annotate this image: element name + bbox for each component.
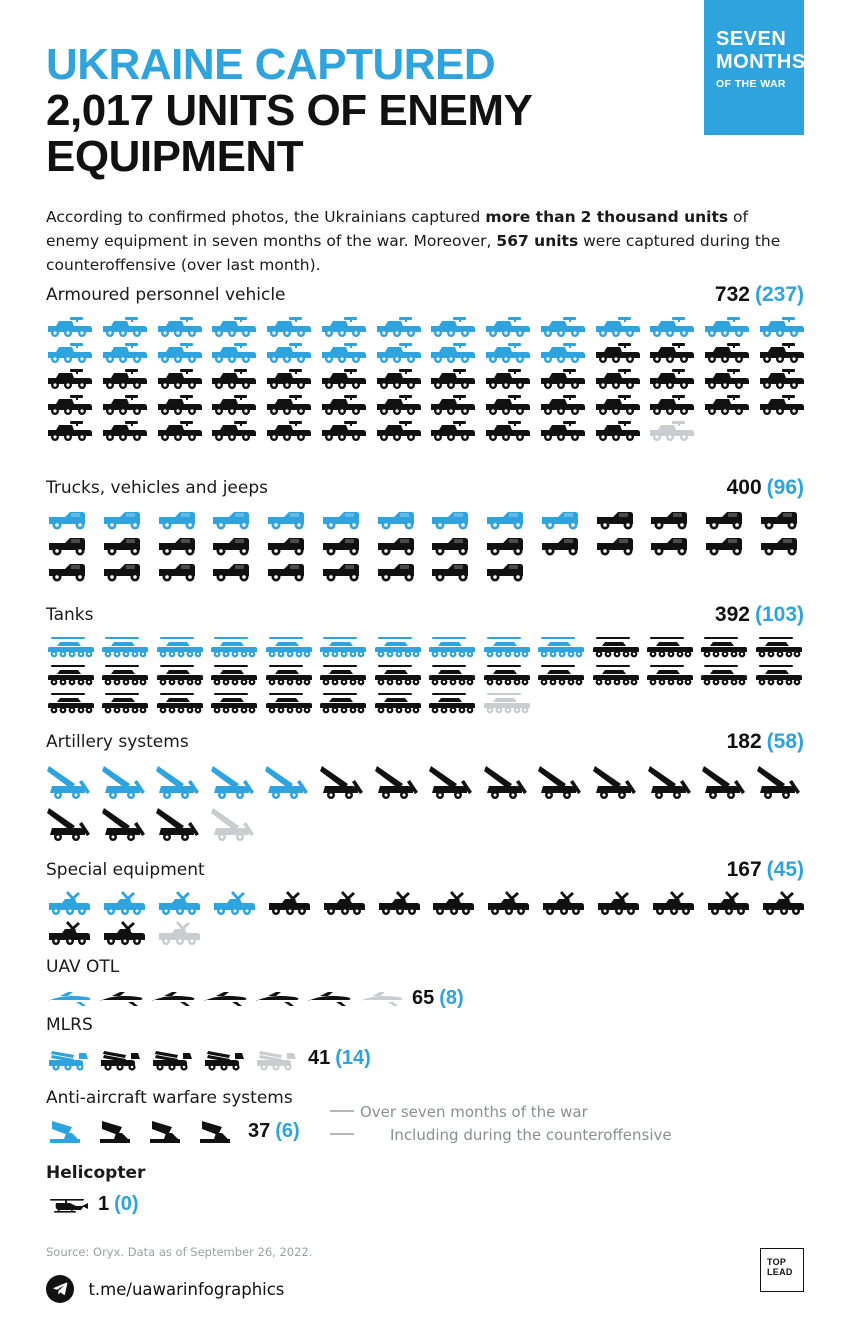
mlrs-icon — [98, 1045, 144, 1071]
truck-icon — [101, 534, 147, 556]
mlrs-icon — [202, 1045, 248, 1071]
section-total: 392 — [714, 603, 750, 626]
tank-icon — [264, 635, 314, 659]
special-icon — [266, 890, 310, 916]
tank-icon — [482, 635, 532, 659]
apc-icon — [46, 367, 92, 389]
apc-icon — [375, 419, 421, 441]
artillery-icon — [483, 762, 531, 800]
tank-icon — [699, 663, 749, 687]
icon-row — [46, 804, 804, 842]
section-label: Helicopter — [46, 1163, 146, 1183]
section-header — [46, 285, 804, 311]
apc-icon — [265, 367, 311, 389]
section-total: 182 — [726, 730, 762, 753]
seven-months-badge — [704, 0, 804, 135]
section-subtotal: (14) — [335, 1046, 371, 1069]
tank-icon — [427, 663, 477, 687]
section-header — [46, 860, 804, 886]
apc-icon — [758, 341, 804, 363]
uav-icon — [150, 991, 196, 1007]
special-icon — [321, 890, 365, 916]
artillery-icon — [647, 762, 695, 800]
truck-icon — [648, 534, 694, 556]
special-icon — [650, 890, 694, 916]
badge-line-2: MONTHS — [716, 51, 806, 73]
artillery-icon — [101, 762, 149, 800]
icon-row — [46, 315, 804, 337]
section-header — [46, 1163, 804, 1189]
truck-icon — [758, 534, 804, 556]
icon-grid — [46, 1045, 804, 1071]
intro-text-1: According to confirmed photos, the Ukrainians captured — [46, 208, 486, 226]
artillery-icon — [101, 804, 149, 842]
tank-icon — [427, 691, 477, 715]
special-icon — [540, 890, 584, 916]
legend-counteroffensive: Including during the counteroffensive — [390, 1126, 672, 1144]
section-values — [98, 1193, 139, 1216]
apc-icon — [539, 419, 585, 441]
special-icon — [485, 890, 529, 916]
section-values — [715, 283, 804, 307]
mlrs-icon — [46, 1045, 92, 1071]
icon-grid — [46, 1193, 804, 1216]
tank-icon — [46, 691, 96, 715]
tank-icon — [373, 635, 423, 659]
truck-icon — [703, 508, 749, 530]
tank-icon — [754, 635, 804, 659]
apc-icon — [594, 393, 640, 415]
intro-paragraph — [46, 205, 806, 277]
mlrs-icon — [150, 1045, 196, 1071]
apc-icon — [210, 315, 256, 337]
section-special — [46, 860, 804, 950]
special-icon — [376, 890, 420, 916]
truck-icon — [156, 560, 202, 582]
truck-icon — [429, 560, 475, 582]
apc-icon — [648, 341, 694, 363]
tank-icon — [536, 663, 586, 687]
tank-icon — [482, 663, 532, 687]
apc-icon — [375, 393, 421, 415]
telegram-handle: t.me/uawarinfographics — [88, 1279, 285, 1299]
section-header — [46, 1015, 804, 1041]
tank-icon — [536, 635, 586, 659]
section-total: 732 — [714, 283, 750, 306]
special-icon — [46, 890, 90, 916]
title-line-2: 2,017 UNITS OF ENEMY — [46, 86, 533, 136]
special-icon — [211, 890, 255, 916]
section-header — [46, 605, 804, 631]
intro-bold-3: 567 units — [496, 232, 579, 251]
section-label: Artillery systems — [46, 732, 189, 752]
apc-icon — [156, 419, 202, 441]
artillery-icon — [155, 804, 203, 842]
icon-row — [46, 393, 804, 415]
section-values — [308, 1047, 371, 1070]
truck-icon — [484, 508, 530, 530]
section-total: 41 — [308, 1046, 331, 1069]
toplead-line-1: TOP — [767, 1257, 787, 1267]
telegram-link[interactable] — [46, 1275, 284, 1305]
uav-icon — [306, 991, 352, 1007]
icon-grid — [46, 890, 804, 946]
apc-icon — [648, 367, 694, 389]
truck-icon — [594, 508, 640, 530]
apc-icon — [210, 367, 256, 389]
icon-row — [46, 663, 804, 687]
section-label: Trucks, vehicles and jeeps — [46, 478, 268, 498]
badge-line-1: SEVEN — [716, 28, 787, 50]
truck-icon — [429, 508, 475, 530]
section-subtotal: (45) — [766, 858, 804, 881]
mlrs-icon — [254, 1045, 300, 1071]
apc-icon — [539, 341, 585, 363]
artillery-icon — [46, 762, 94, 800]
apc-icon — [46, 393, 92, 415]
section-subtotal: (58) — [766, 730, 804, 753]
section-subtotal: (0) — [114, 1193, 139, 1215]
tank-icon — [46, 663, 96, 687]
section-label: UAV OTL — [46, 957, 120, 977]
apc-icon — [210, 393, 256, 415]
truck-icon — [101, 560, 147, 582]
tank-icon — [209, 691, 259, 715]
apc-icon — [484, 315, 530, 337]
icon-row — [46, 635, 804, 659]
uav-icon — [254, 991, 300, 1007]
tank-icon — [100, 691, 150, 715]
tank-icon — [264, 663, 314, 687]
apc-icon — [156, 315, 202, 337]
section-truck — [46, 478, 804, 586]
tank-icon — [155, 663, 205, 687]
apc-icon — [429, 393, 475, 415]
apc-icon — [594, 367, 640, 389]
tank-icon — [482, 691, 532, 715]
apc-icon — [210, 419, 256, 441]
truck-icon — [156, 534, 202, 556]
tank-icon — [591, 663, 641, 687]
truck-icon — [594, 534, 640, 556]
artillery-icon — [537, 762, 585, 800]
icon-row — [46, 560, 804, 582]
apc-icon — [375, 315, 421, 337]
section-total: 1 — [98, 1193, 110, 1215]
section-total: 65 — [412, 987, 435, 1009]
section-artillery — [46, 732, 804, 846]
section-total: 167 — [726, 858, 762, 881]
aa-icon — [146, 1118, 190, 1144]
apc-icon — [101, 341, 147, 363]
tank-icon — [264, 691, 314, 715]
apc-icon — [320, 341, 366, 363]
truck-icon — [265, 508, 311, 530]
apc-icon — [265, 393, 311, 415]
truck-icon — [210, 560, 256, 582]
section-header — [46, 732, 804, 758]
truck-icon — [46, 508, 92, 530]
aa-icon — [96, 1118, 140, 1144]
special-icon — [156, 920, 200, 946]
apc-icon — [648, 393, 694, 415]
icon-grid — [46, 508, 804, 582]
aa-icon — [196, 1118, 240, 1144]
apc-icon — [101, 367, 147, 389]
truck-icon — [375, 508, 421, 530]
special-icon — [101, 920, 145, 946]
legend-over-months: Over seven months of the war — [360, 1103, 588, 1121]
tank-icon — [645, 635, 695, 659]
icon-row — [46, 419, 804, 441]
truck-icon — [539, 534, 585, 556]
intro-bold-1: more than — [485, 208, 576, 226]
section-values — [727, 476, 804, 500]
truck-icon — [101, 508, 147, 530]
truck-icon — [320, 534, 366, 556]
apc-icon — [594, 315, 640, 337]
truck-icon — [375, 560, 421, 582]
intro-text-4: were captured during the counteroffensive (over last month). — [46, 232, 781, 275]
artillery-icon — [592, 762, 640, 800]
apc-icon — [484, 393, 530, 415]
apc-icon — [156, 367, 202, 389]
apc-icon — [594, 341, 640, 363]
icon-row — [46, 920, 804, 946]
artillery-icon — [319, 762, 367, 800]
icon-row — [46, 1045, 804, 1071]
truck-icon — [703, 534, 749, 556]
truck-icon — [320, 560, 366, 582]
apc-icon — [648, 315, 694, 337]
apc-icon — [703, 315, 749, 337]
tank-icon — [155, 635, 205, 659]
apc-icon — [594, 419, 640, 441]
truck-icon — [320, 508, 366, 530]
tank-icon — [318, 691, 368, 715]
artillery-icon — [155, 762, 203, 800]
source-note: Source: Oryx. Data as of September 26, 2022. — [46, 1245, 313, 1259]
page-title — [46, 42, 666, 181]
uav-icon — [98, 991, 144, 1007]
tank-icon — [318, 663, 368, 687]
apc-icon — [265, 341, 311, 363]
truck-icon — [648, 508, 694, 530]
section-values — [412, 987, 464, 1010]
title-line-1: UKRAINE CAPTURED — [46, 40, 496, 89]
section-label: Anti-aircraft warfare systems — [46, 1088, 293, 1108]
apc-icon — [375, 341, 421, 363]
apc-icon — [484, 341, 530, 363]
section-values — [248, 1120, 300, 1143]
artillery-icon — [374, 762, 422, 800]
apc-icon — [375, 367, 421, 389]
apc-icon — [320, 393, 366, 415]
apc-icon — [156, 341, 202, 363]
section-subtotal: (237) — [754, 283, 804, 306]
apc-icon — [156, 393, 202, 415]
icon-row — [46, 1193, 804, 1216]
section-subtotal: (96) — [766, 476, 804, 499]
apc-icon — [210, 341, 256, 363]
icon-row — [46, 367, 804, 389]
apc-icon — [758, 393, 804, 415]
truck-icon — [46, 560, 92, 582]
section-mlrs — [46, 1015, 804, 1075]
tank-icon — [373, 691, 423, 715]
truck-icon — [484, 534, 530, 556]
tank-icon — [100, 663, 150, 687]
uav-icon — [202, 991, 248, 1007]
truck-icon — [375, 534, 421, 556]
truck-icon — [758, 508, 804, 530]
icon-grid — [46, 987, 804, 1010]
artillery-icon — [428, 762, 476, 800]
tank-icon — [427, 635, 477, 659]
intro-bold-2: 2 thousand units — [580, 208, 729, 226]
icon-row — [46, 762, 804, 800]
section-values — [727, 858, 804, 882]
apc-icon — [101, 393, 147, 415]
apc-icon — [265, 419, 311, 441]
truck-icon — [484, 560, 530, 582]
apc-icon — [101, 315, 147, 337]
section-subtotal: (8) — [439, 987, 464, 1009]
icon-grid — [46, 635, 804, 715]
apc-icon — [265, 315, 311, 337]
truck-icon — [210, 508, 256, 530]
icon-row — [46, 508, 804, 530]
section-header — [46, 957, 804, 983]
icon-row — [46, 987, 804, 1010]
icon-row — [46, 890, 804, 916]
tank-icon — [373, 663, 423, 687]
artillery-icon — [756, 762, 804, 800]
section-apc — [46, 285, 804, 445]
tank-icon — [100, 635, 150, 659]
apc-icon — [46, 419, 92, 441]
section-header — [46, 478, 804, 504]
section-tank — [46, 605, 804, 719]
title-line-3: EQUIPMENT — [46, 132, 304, 182]
apc-icon — [758, 315, 804, 337]
artillery-icon — [264, 762, 312, 800]
apc-icon — [320, 419, 366, 441]
apc-icon — [703, 393, 749, 415]
section-label: Tanks — [46, 605, 94, 625]
tank-icon — [209, 635, 259, 659]
section-total: 37 — [248, 1119, 271, 1142]
tank-icon — [209, 663, 259, 687]
special-icon — [705, 890, 749, 916]
tank-icon — [46, 635, 96, 659]
tank-icon — [591, 635, 641, 659]
apc-icon — [484, 367, 530, 389]
section-label: Special equipment — [46, 860, 205, 880]
artillery-icon — [46, 804, 94, 842]
apc-icon — [429, 315, 475, 337]
truck-icon — [539, 508, 585, 530]
icon-grid — [46, 315, 804, 441]
apc-icon — [101, 419, 147, 441]
toplead-logo — [760, 1248, 804, 1292]
section-total: 400 — [726, 476, 762, 499]
apc-icon — [539, 315, 585, 337]
aa-icon — [46, 1118, 90, 1144]
truck-icon — [265, 534, 311, 556]
toplead-line-2: LEAD — [767, 1267, 793, 1278]
section-subtotal: (103) — [754, 603, 804, 626]
artillery-icon — [210, 762, 258, 800]
apc-icon — [320, 367, 366, 389]
section-values — [715, 603, 804, 627]
section-helicopter — [46, 1163, 804, 1220]
section-values — [727, 730, 804, 754]
icon-row — [46, 691, 804, 715]
tank-icon — [699, 635, 749, 659]
apc-icon — [320, 315, 366, 337]
special-icon — [46, 920, 90, 946]
truck-icon — [429, 534, 475, 556]
truck-icon — [156, 508, 202, 530]
badge-line-3: OF THE WAR — [716, 78, 786, 90]
icon-row — [46, 534, 804, 556]
uav-icon — [46, 991, 92, 1007]
apc-icon — [429, 341, 475, 363]
helicopter-icon — [46, 1196, 90, 1214]
apc-icon — [703, 341, 749, 363]
section-subtotal: (6) — [275, 1119, 300, 1142]
tank-icon — [155, 691, 205, 715]
tank-icon — [645, 663, 695, 687]
apc-icon — [758, 367, 804, 389]
artillery-icon — [210, 804, 258, 842]
special-icon — [760, 890, 804, 916]
apc-icon — [46, 341, 92, 363]
special-icon — [156, 890, 200, 916]
apc-icon — [429, 367, 475, 389]
tank-icon — [754, 663, 804, 687]
apc-icon — [703, 367, 749, 389]
apc-icon — [484, 419, 530, 441]
apc-icon — [539, 393, 585, 415]
section-label: MLRS — [46, 1015, 93, 1035]
artillery-icon — [701, 762, 749, 800]
apc-icon — [429, 419, 475, 441]
truck-icon — [210, 534, 256, 556]
truck-icon — [265, 560, 311, 582]
uav-icon — [358, 991, 404, 1007]
icon-grid — [46, 762, 804, 842]
icon-row — [46, 341, 804, 363]
section-label: Armoured personnel vehicle — [46, 285, 286, 305]
special-icon — [101, 890, 145, 916]
apc-icon — [539, 367, 585, 389]
special-icon — [430, 890, 474, 916]
tank-icon — [318, 635, 368, 659]
apc-icon — [46, 315, 92, 337]
section-uav — [46, 957, 804, 1014]
apc-icon — [648, 419, 694, 441]
truck-icon — [46, 534, 92, 556]
intro-text-3: of enemy equipment in seven months of the war. Moreover, — [46, 208, 748, 251]
special-icon — [595, 890, 639, 916]
telegram-icon — [46, 1275, 74, 1303]
